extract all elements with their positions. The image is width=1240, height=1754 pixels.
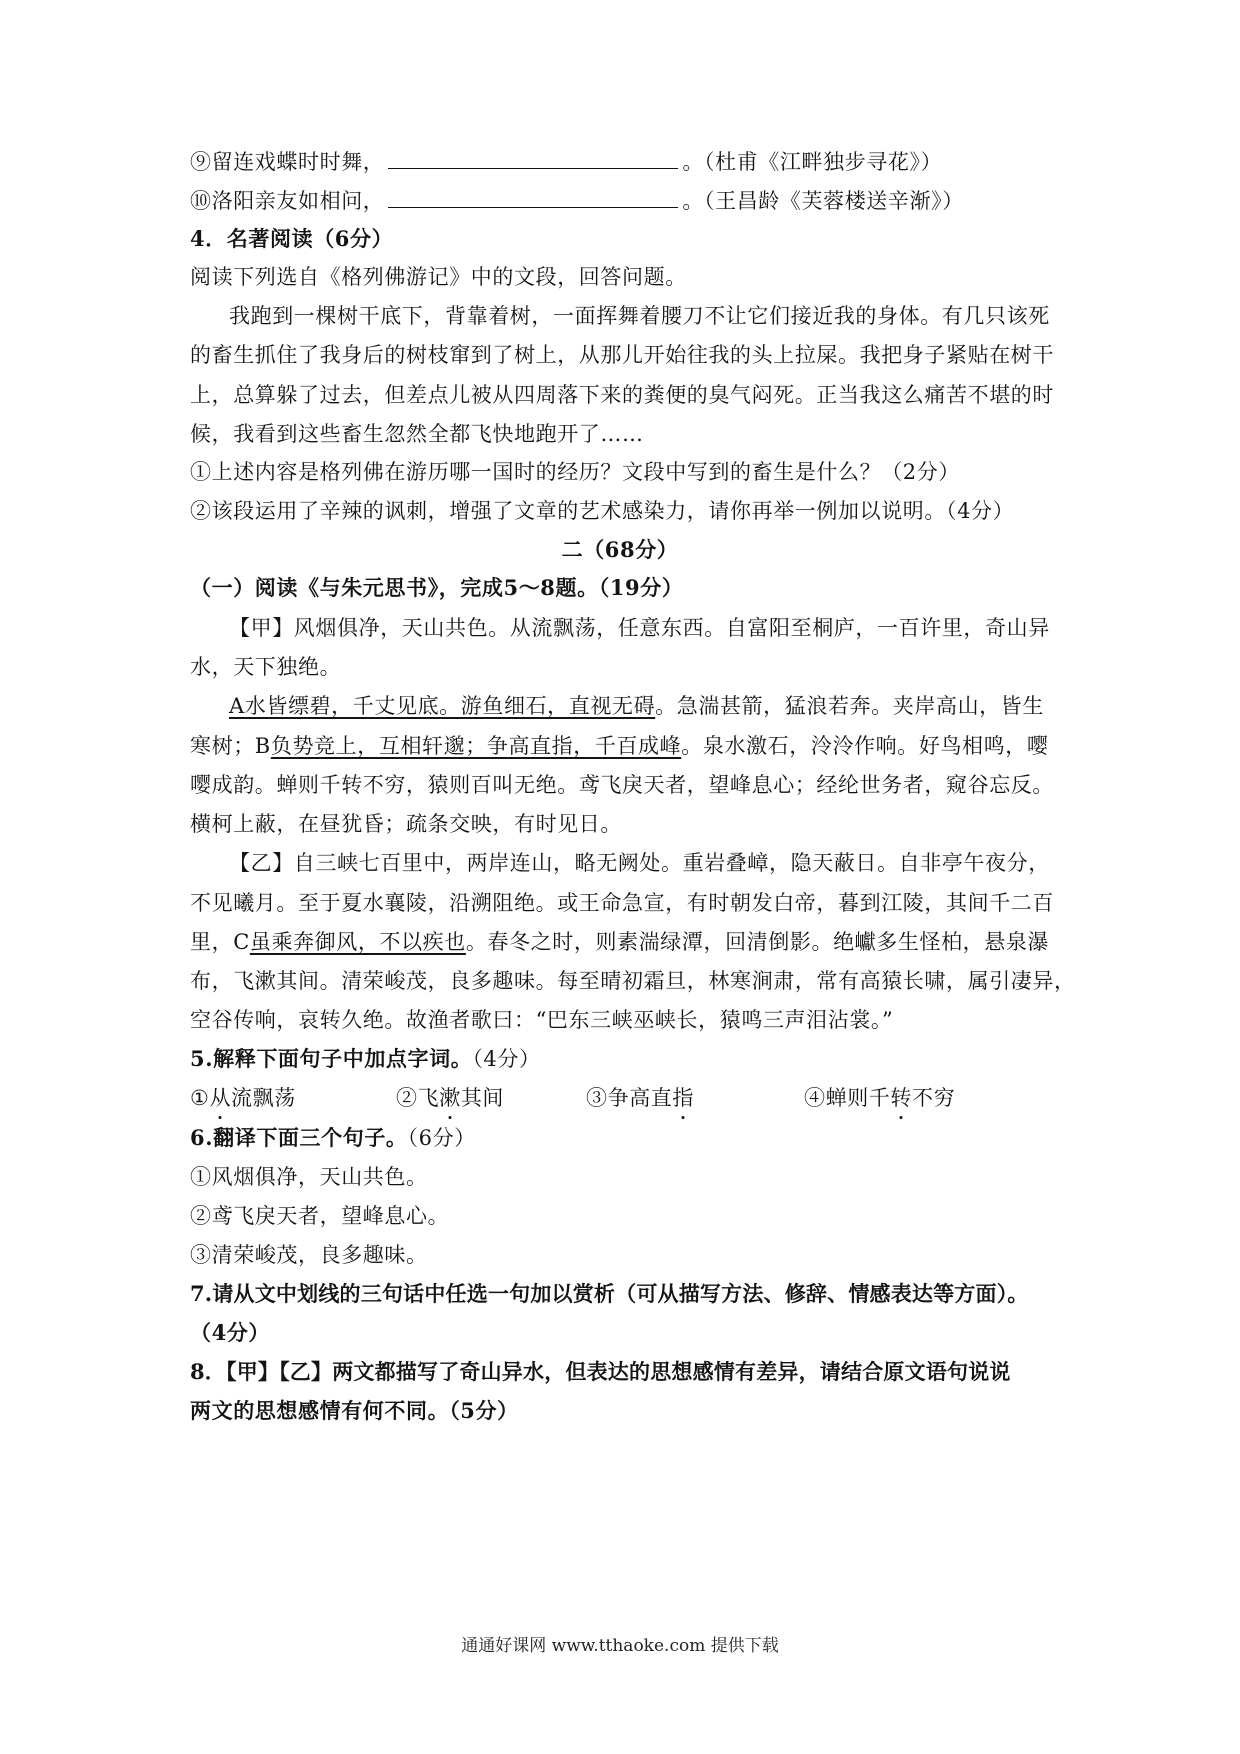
jia-line: A水皆缥碧，千丈见底。游鱼细石，直视无碍。急湍甚箭，猛浪若奔。夹岸高山，皆生 bbox=[229, 694, 1044, 718]
q4-title: 4．名著阅读（6分） bbox=[190, 226, 394, 251]
q6-item: ①风烟俱净，天山共色。 bbox=[190, 1165, 428, 1189]
yi-line: 布，飞漱其间。清荣峻茂，良多趣味。每至晴初霜旦，林寒涧肃，常有高猿长啸，属引凄异， bbox=[190, 969, 1076, 993]
yi-line: 空谷传响，哀转久绝。故渔者歌曰：“巴东三峡巫峡长，猿鸣三声泪沾裳。” bbox=[190, 1008, 894, 1032]
q4-sub1: ①上述内容是格列佛在游历哪一国时的经历？文段中写到的畜生是什么？（2分） bbox=[190, 460, 960, 484]
poem-line-10: ⑩洛阳亲友如相问， 。（王昌龄《芙蓉楼送辛渐》） bbox=[190, 185, 1050, 216]
q4-passage-line: 上，总算躲了过去，但差点儿被从四周落下来的粪便的臭气闷死。正当我这么痛苦不堪的时 bbox=[190, 383, 1054, 407]
q4-passage-line: 我跑到一棵树干底下，背靠着树，一面挥舞着腰刀不让它们接近我的身体。有几只该死 bbox=[229, 304, 1050, 328]
q8-line: 两文的思想感情有何不同。（5分） bbox=[190, 1398, 519, 1423]
yi-line: 里，C虽乘奔御风，不以疾也。春冬之时，则素湍绿潭，回清倒影。绝巘多生怪柏，悬泉瀑 bbox=[190, 930, 1050, 954]
q6-item: ③清荣峻茂，良多趣味。 bbox=[190, 1243, 428, 1267]
jia-line: 嘤成韵。蝉则千转不穷，猿则百叫无绝。鸢飞戾天者，望峰息心；经纶世务者，窥谷忘反。 bbox=[190, 773, 1054, 797]
q5-items bbox=[190, 1083, 1050, 1113]
q7-line: （4分） bbox=[190, 1320, 271, 1345]
answer-blank[interactable] bbox=[388, 185, 678, 208]
q7-line: 7.请从文中划线的三句话中任选一句加以赏析（可从描写方法、修辞、情感表达等方面）。 bbox=[190, 1281, 1029, 1306]
jia-line: 【甲】风烟俱净，天山共色。从流飘荡，任意东西。自富阳至桐庐，一百许里，奇山异 bbox=[229, 616, 1050, 640]
q4-passage-line: 的畜生抓住了我身后的树枝窜到了树上，从那儿开始往我的头上拉屎。我把身子紧贴在树干 bbox=[190, 343, 1054, 367]
yi-line: 【乙】自三峡七百里中，两岸连山，略无阙处。重岩叠嶂，隐天蔽日。自非亭午夜分， bbox=[229, 851, 1050, 875]
q4-sub2: ②该段运用了辛辣的讽刺，增强了文章的艺术感染力，请你再举一例加以说明。（4分） bbox=[190, 499, 1015, 523]
q6-item: ②鸢飞戾天者，望峰息心。 bbox=[190, 1204, 450, 1228]
page-footer: 通通好课网 www.tthaoke.com 提供下载 bbox=[461, 1636, 779, 1656]
jia-line: 横柯上蔽，在昼犹昏；疏条交映，有时见日。 bbox=[190, 812, 622, 836]
underlined-sentence-c: 虽乘奔御风，不以疾也 bbox=[249, 930, 466, 954]
poem-line-9: ⑨留连戏蝶时时舞， 。（杜甫《江畔独步寻花》） bbox=[190, 146, 1050, 177]
part1-title: （一）阅读《与朱元思书》，完成5～8题。（19分） bbox=[190, 575, 684, 600]
underlined-sentence-a: A水皆缥碧，千丈见底。游鱼细石，直视无碍 bbox=[229, 694, 656, 718]
q8-line: 8．【甲】【乙】两文都描写了奇山异水，但表达的思想感情有差异，请结合原文语句说说 bbox=[190, 1359, 1011, 1384]
q4-passage-line: 候，我看到这些畜生忽然全都飞快地跑开了…… bbox=[190, 422, 644, 446]
vocab-item: ①从流飘荡 bbox=[190, 1083, 396, 1113]
answer-blank[interactable] bbox=[388, 146, 678, 169]
q6-title: 6.翻译下面三个句子。（6分） bbox=[190, 1125, 476, 1150]
jia-line: 水，天下独绝。 bbox=[190, 655, 342, 679]
vocab-item: ③争高直指 bbox=[586, 1083, 804, 1113]
section-heading: 二（68分） bbox=[561, 537, 679, 562]
vocab-item: ④蝉则千转不穷 bbox=[804, 1083, 955, 1113]
yi-line: 不见曦月。至于夏水襄陵，沿溯阻绝。或王命急宣，有时朝发白帝，暮到江陵，其间千二百 bbox=[190, 891, 1054, 915]
q4-intro: 阅读下列选自《格列佛游记》中的文段，回答问题。 bbox=[190, 265, 687, 289]
jia-line: 寒树；B负势竞上，互相轩邈；争高直指，千百成峰。泉水激石，泠泠作响。好鸟相鸣，嘤 bbox=[190, 734, 1049, 758]
q5-title: 5.解释下面句子中加点字词。（4分） bbox=[190, 1046, 541, 1071]
vocab-item: ②飞漱其间 bbox=[396, 1083, 586, 1113]
underlined-sentence-b: 负势竞上，互相轩邈；争高直指，千百成峰 bbox=[270, 734, 682, 758]
